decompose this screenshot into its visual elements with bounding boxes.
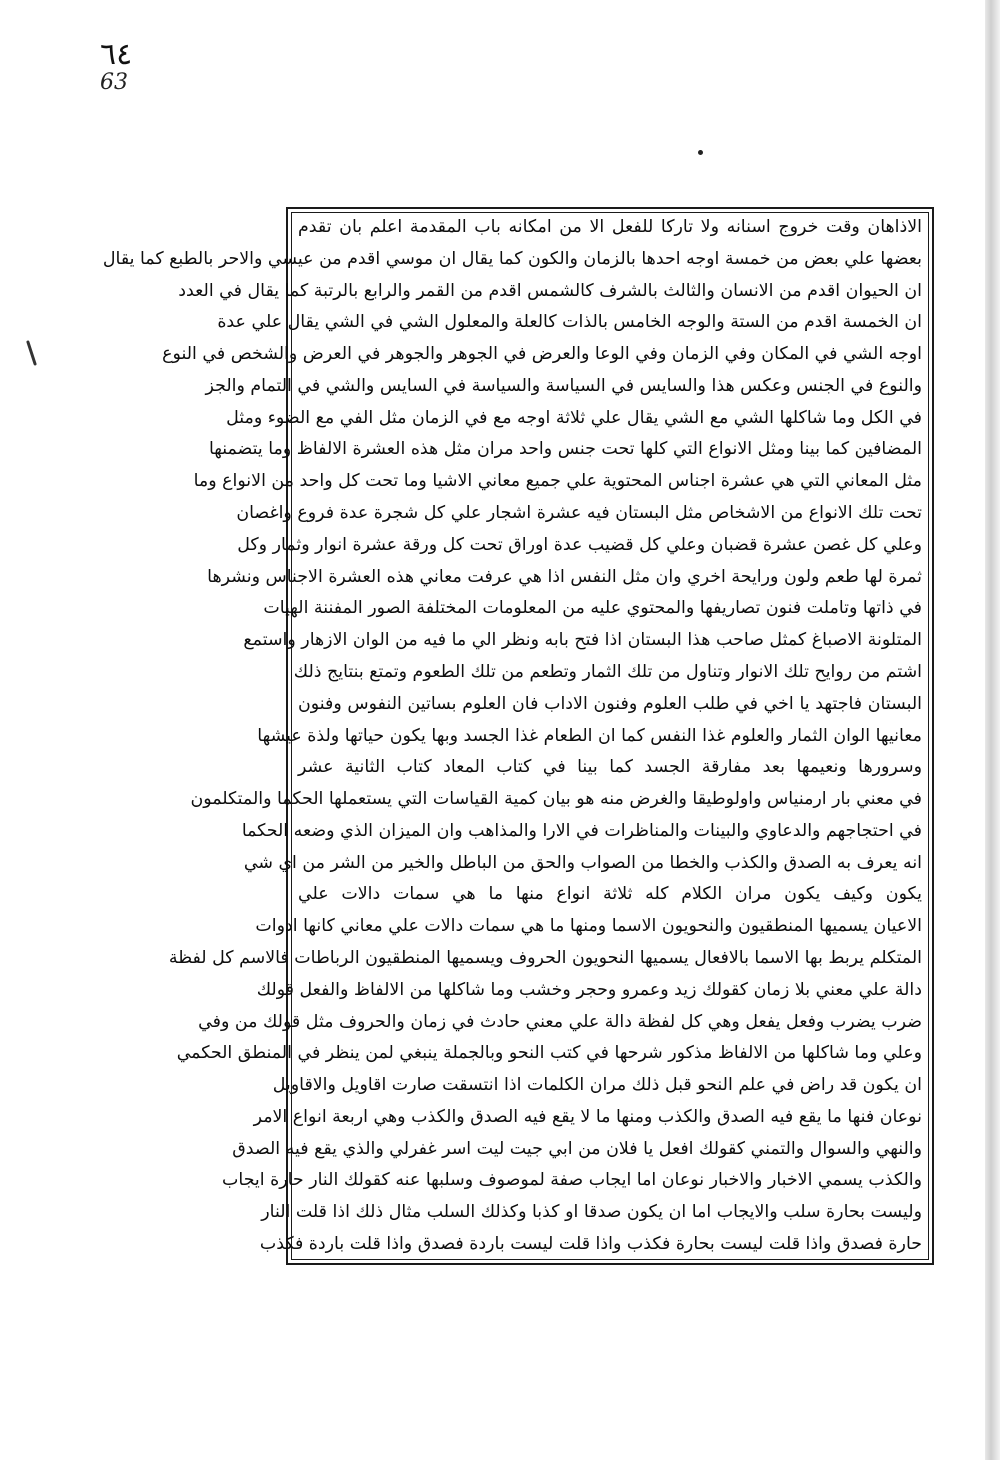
manuscript-line: دالة علي معني بلا زمان كقولك زيد وعمرو وحجر وخشب وما شاكلها من الالفاظ والفعل قولك bbox=[256, 979, 922, 1000]
manuscript-line: والنوع في الجنس وعكس هذا والسايس في السياسة والسياسة في السايس والشي في التمام والجز bbox=[205, 375, 922, 396]
manuscript-line: المتكلم يربط بها الاسما بالافعال يسميها النحويون الحروف ويسميها المنطقيون الرباطات فالاسم كل لفظة bbox=[168, 947, 922, 968]
manuscript-line: البستان فاجتهد يا اخي في طلب العلوم وفنون الاداب فان العلوم بساتين النفوس وفنون bbox=[298, 693, 922, 714]
folio-latin-number: 63 bbox=[100, 70, 128, 95]
manuscript-line: وليست بحارة سلب والايجاب اما ان يكون صدقا او كذبا وكذلك السلب مثال ذلك اذا قلت النار bbox=[261, 1202, 922, 1223]
manuscript-line: المتلونة الاصباغ كمثل صاحب هذا البستان اذا فتح بابه ونظر الي ما فيه من الوان الازهار واستمع bbox=[243, 630, 922, 651]
manuscript-line: ان يكون قد راض في علم النحو قبل ذلك مران الكلمات اذا انتسقت صارت اقاويل والاقاويل bbox=[272, 1075, 922, 1096]
manuscript-line: في الكل وما شاكلها الشي مع الشي يقال علي ثلاثة اوجه مع في الزمان مثل الفي مع الضوء ومثل bbox=[226, 407, 922, 428]
folio-arabic-number: ٦٤ bbox=[100, 37, 133, 72]
manuscript-line: وعلي وما شاكلها من الالفاظ مذكور شرحها في كتب النحو وبالجملة ينبغي لمن ينظر في المنطق الحكمي bbox=[176, 1043, 922, 1064]
manuscript-line: ان الحيوان اقدم من الانسان والثالث بالشرف كالشمس اقدم من القمر والرابع بالرتبة كما يقال في العدد bbox=[178, 280, 922, 301]
manuscript-line: ضرب يضرب وفعل يفعل وهي كل لفظة دالة علي معني حادث في زمان والحروف مثل قولك من وفي bbox=[198, 1011, 922, 1032]
manuscript-line: وعلي كل غصن عشرة قضبان وعلي كل قضيب عدة اوراق تحت كل ورقة عشرة انوار وثمار وكل bbox=[237, 534, 922, 555]
manuscript-line: معانيها الوان الثمار والعلوم غذا النفس كما ان الطعام غذا الجسد وبها يكون حياتها ولذة عيشها bbox=[257, 725, 922, 746]
manuscript-line: مثل المعاني التي هي عشرة اجناس المحتوية علي جميع معاني الاشيا وما تحت كل واحد من الانواع وما bbox=[193, 471, 922, 492]
manuscript-line: اوجه الشي في المكان وفي الزمان وفي الوعا والعرض في الجوهر والجوهر في العرض والشخص في النوع bbox=[162, 344, 922, 365]
manuscript-line: وسرورها ونعيمها بعد مفارقة الجسد كما بينا في كتاب المعاد كتاب الثانية عشر bbox=[298, 757, 922, 778]
manuscript-line: انه يعرف به الصدق والكذب والخطا من الصواب والحق من الباطل والخير من الشر من اي شي bbox=[243, 852, 922, 873]
manuscript-line: نوعان فنها ما يقع فيه الصدق والكذب ومنها ما لا يقع فيه الصدق والكذب وهي اربعة انواع الامر bbox=[253, 1106, 922, 1127]
manuscript-text-block bbox=[102, 215, 922, 1257]
folio-number bbox=[100, 37, 133, 95]
manuscript-line: في احتجاجهم والدعاوي والبينات والمناظرات في الارا والمذاهب وان الميزان الذي وضعه الحكما bbox=[241, 820, 922, 841]
page-edge-shadow bbox=[985, 0, 1000, 1460]
manuscript-line: بعضها علي بعض من خمسة اوجه احدها بالزمان والكون كما يقال ان موسي اقدم من عيسي والاحر بالطبع كما يقال bbox=[102, 248, 922, 269]
manuscript-line: المضافين كما بينا ومثل الانواع التي كلها تحت جنس واحد مران مثل هذه العشرة الالفاظ وما يتضمنها bbox=[208, 439, 922, 460]
text-frame bbox=[102, 207, 934, 1265]
manuscript-line: حارة فصدق واذا قلت ليست بحارة فكذب واذا قلت ليست باردة فصدق واذا قلت باردة فكذب bbox=[259, 1234, 922, 1254]
manuscript-line: الاذاهان وقت خروج اسنانه ولا تارکا للفعل الا من امكانه باب المقدمة اعلم بان تقدم bbox=[298, 217, 922, 237]
manuscript-line: ان الخمسة اقدم من الستة والوجه الخامس بالذات كالعلة والمعلول الشي في الشي يقال علي عدة bbox=[217, 312, 922, 333]
manuscript-line: في ذاتها وتاملت فنون تصاريفها والمحتوي عليه من المعلومات المختلفة الصور المفننة الهيات bbox=[263, 598, 922, 619]
manuscript-line: اشتم من روايح تلك الانوار وتناول من تلك الثمار وتطعم من تلك الطعوم وتمتع بنتايج ذلك bbox=[293, 661, 922, 682]
manuscript-line: يكون وكيف يكون مران الكلام كله ثلاثة انواع منها ما هي سمات دالات علي bbox=[298, 884, 922, 905]
manuscript-line: والكذب يسمي الاخبار والاخبار نوعان اما ايجاب صفة لموصوف وسلبها عنه كقولك النار حارة ايجاب bbox=[222, 1170, 922, 1191]
manuscript-line: والنهي والسوال والتمني كقولك افعل يا فلان من ابي جيت ليت اسر غفرلي والذي يقع فيه الصدق bbox=[232, 1138, 922, 1159]
manuscript-line: تحت تلك الانواع من الاشخاص مثل البستان فيه عشرة اشجار علي كل شجرة عدة فروع واغصان bbox=[236, 503, 922, 524]
margin-mark bbox=[26, 340, 37, 366]
manuscript-line: ثمرة لها طعم ولون ورايحة اخري وان مثل النفس اذا هي عرفت معاني هذه العشرة الاجناس ونشرها bbox=[207, 566, 922, 587]
manuscript-line: في معني بار ارمنياس واولوطيقا والغرض منه هو بيان كمية القياسات التي يستعملها الحكما والمتكلمون bbox=[190, 789, 922, 810]
manuscript-line: الاعيان يسميها المنطقيون والنحويون الاسما ومنها ما هي سمات دالات علي معاني كانها ادوات bbox=[255, 916, 922, 937]
ink-dot bbox=[698, 150, 703, 155]
